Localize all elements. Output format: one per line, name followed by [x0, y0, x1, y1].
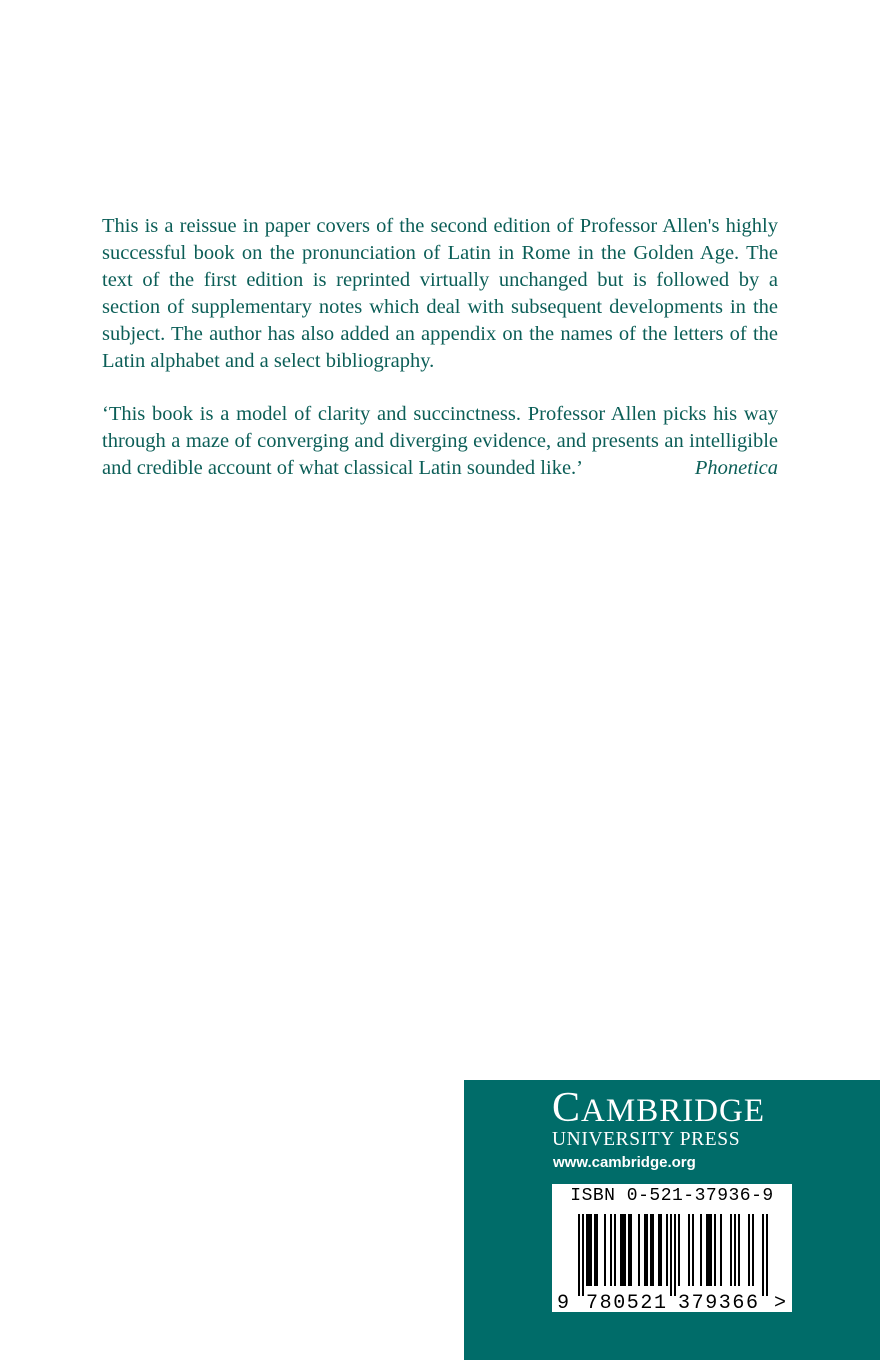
barcode-bar	[688, 1214, 690, 1286]
publisher-name-initial: C	[552, 1085, 582, 1131]
publisher-logo	[552, 1085, 766, 1151]
barcode-bar	[752, 1214, 754, 1286]
barcode-guard-bar	[582, 1214, 584, 1296]
ean-left-digits: 780521	[586, 1292, 666, 1312]
barcode-guard-bar	[674, 1214, 676, 1296]
publisher-name-rest: AMBRIDGE	[581, 1093, 766, 1129]
barcode-bar	[658, 1214, 662, 1286]
barcode-bar	[678, 1214, 680, 1286]
barcode-bar	[610, 1214, 612, 1286]
barcode-guard-bar	[670, 1214, 672, 1296]
barcode-bar	[650, 1214, 654, 1286]
barcode-bar	[738, 1214, 740, 1286]
ean-barcode	[552, 1214, 792, 1312]
barcode-bar	[706, 1214, 712, 1286]
review-source: Phonetica	[694, 457, 778, 479]
publisher-panel	[464, 1080, 880, 1360]
ean-first-digit: 9	[557, 1292, 570, 1312]
barcode-bar	[638, 1214, 640, 1286]
barcode-bar	[666, 1214, 668, 1286]
publisher-subtitle: UNIVERSITY PRESS	[552, 1129, 741, 1150]
isbn-label: ISBN 0-521-37936-9	[570, 1186, 774, 1206]
barcode-guard-bar	[766, 1214, 768, 1296]
barcode-bar	[586, 1214, 592, 1286]
barcode-bar	[700, 1214, 702, 1286]
ean-right-digits: 379366	[678, 1292, 758, 1312]
review-quote	[102, 401, 778, 482]
publisher-url: www.cambridge.org	[553, 1154, 696, 1171]
barcode-bar	[692, 1214, 694, 1286]
barcode-bar	[730, 1214, 732, 1286]
barcode-bar	[628, 1214, 632, 1286]
barcode-bar	[714, 1214, 716, 1286]
barcode-bar	[604, 1214, 606, 1286]
review-quote-text: ‘This book is a model of clarity and succinctness. Professor Allen picks his way through a maze of converging and diverging evidence, and presents an intelligible and credible account of what classical Latin sounded like.’	[102, 403, 778, 479]
back-cover-blurb	[102, 213, 778, 482]
barcode-bar	[734, 1214, 736, 1286]
barcode-box	[552, 1184, 792, 1312]
publisher-name	[552, 1085, 766, 1131]
description-paragraph: This is a reissue in paper covers of the second edition of Professor Allen's highly successful book on the pronunciation of Latin in Rome in the Golden Age. The text of the first edition is reprinted virtually unchanged but is followed by a section of supplementary notes which deal with subsequent developments in the subject. The author has also added an appendix on the names of the letters of the Latin alphabet and a select bibliography.	[102, 215, 778, 372]
barcode-bar	[720, 1214, 722, 1286]
barcode-guard-bar	[762, 1214, 764, 1296]
barcode-bar	[594, 1214, 598, 1286]
ean-quiet-zone-mark: >	[774, 1292, 787, 1312]
barcode-bar	[614, 1214, 616, 1286]
barcode-guard-bar	[578, 1214, 580, 1296]
barcode-bar	[620, 1214, 626, 1286]
barcode-bar	[644, 1214, 648, 1286]
barcode-bar	[748, 1214, 750, 1286]
barcode-bars	[578, 1214, 768, 1296]
